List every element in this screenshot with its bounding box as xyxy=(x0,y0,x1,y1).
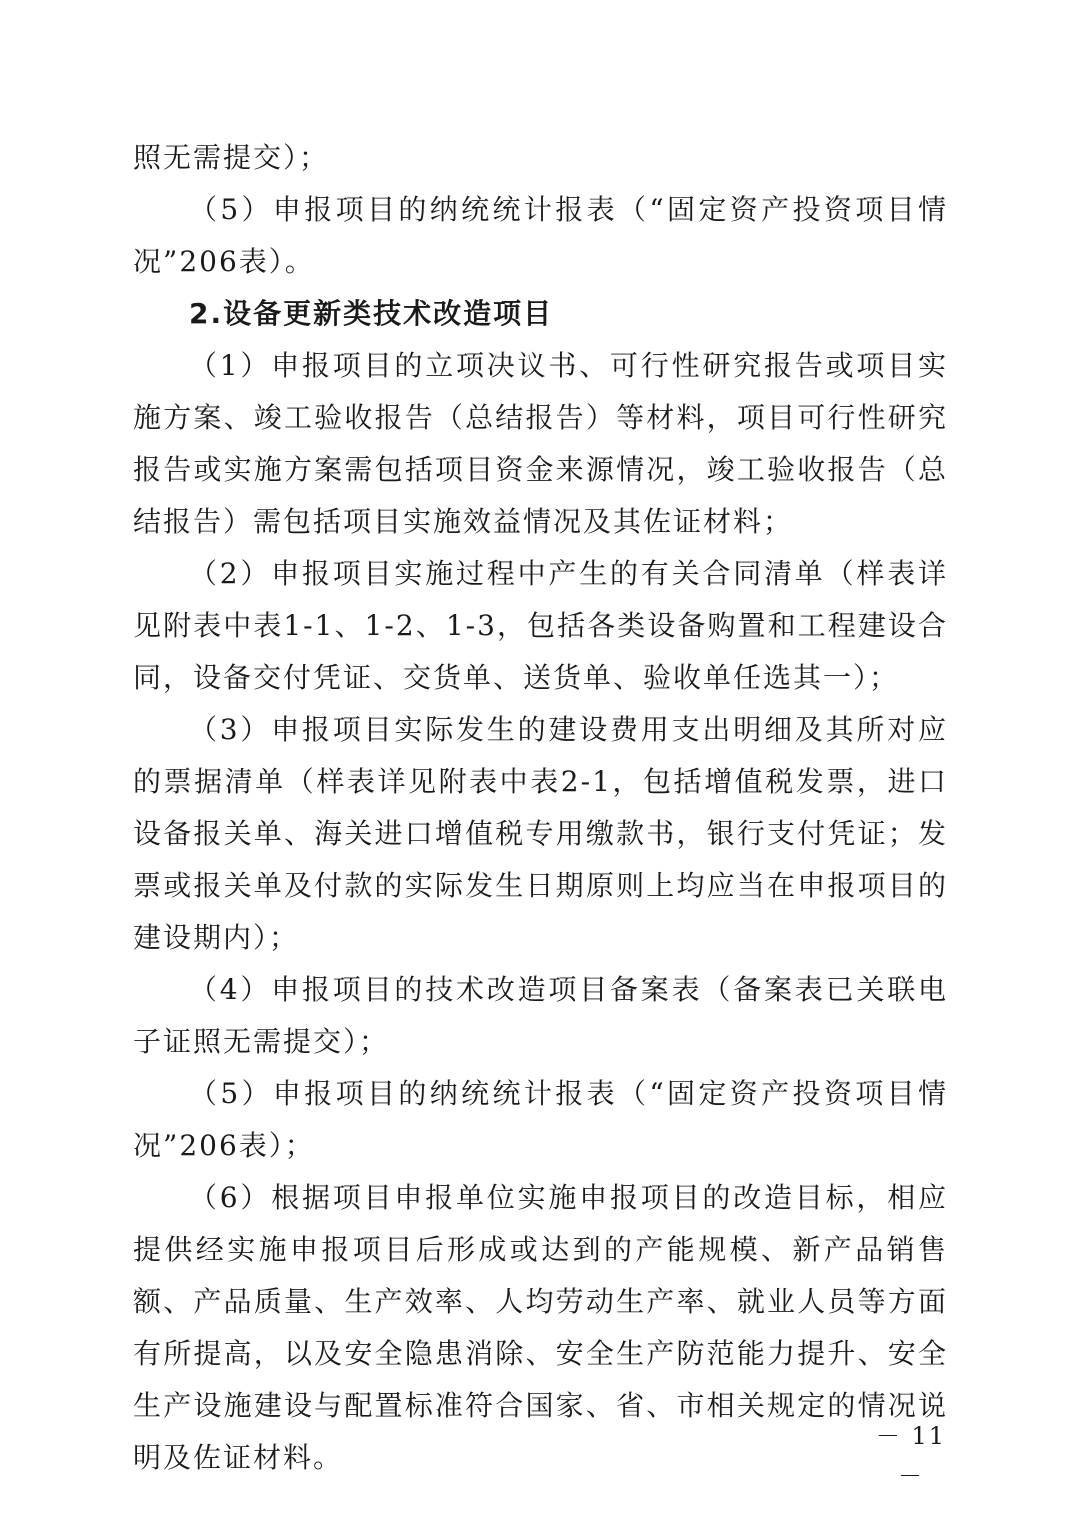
paragraph-item-2: （2）申报项目实施过程中产生的有关合同清单（样表详见附表中表1-1、1-2、1-3，包括各类设备购置和工程建设合同，设备交付凭证、交货单、送货单、验收单任选其一）； xyxy=(133,557,948,694)
paragraph-continuation: 照无需提交）； xyxy=(133,141,330,174)
paragraph-item-3: （3）申报项目实际发生的建设费用支出明细及其所对应的票据清单（样表详见附表中表2-1，包括增值税发票，进口设备报关单、海关进口增值税专用缴款书，银行支付凭证；发票或报关单及付款的实际发生日期原则上均应当在申报项目的建设期内）； xyxy=(133,713,948,954)
section-heading: 2.设备更新类技术改造项目 xyxy=(189,297,554,330)
page-number: － 11 － xyxy=(875,1422,947,1490)
paragraph-item-4: （4）申报项目的技术改造项目备案表（备案表已关联电子证照无需提交）； xyxy=(133,973,948,1058)
paragraph-item-5-statistics: （5）申报项目的纳统统计报表（“固定资产投资项目情况”206表）。 xyxy=(133,193,948,278)
paragraph-item-1: （1）申报项目的立项决议书、可行性研究报告或项目实施方案、竣工验收报告（总结报告）等材料，项目可行性研究报告或实施方案需包括项目资金来源情况，竣工验收报告（总结报告）需包括项目实施效益情况及其佐证材料； xyxy=(133,349,948,538)
document-body xyxy=(133,132,948,1484)
paragraph-item-6: （6）根据项目申报单位实施申报项目的改造目标，相应提供经实施申报项目后形成或达到的产能规模、新产品销售额、产品质量、生产效率、人均劳动生产率、就业人员等方面有所提高，以及安全隐患消除、安全生产防范能力提升、安全生产设施建设与配置标准符合国家、省、市相关规定的情况说明及佐证材料。 xyxy=(133,1181,948,1474)
paragraph-item-5: （5）申报项目的纳统统计报表（“固定资产投资项目情况”206表）； xyxy=(133,1077,948,1162)
